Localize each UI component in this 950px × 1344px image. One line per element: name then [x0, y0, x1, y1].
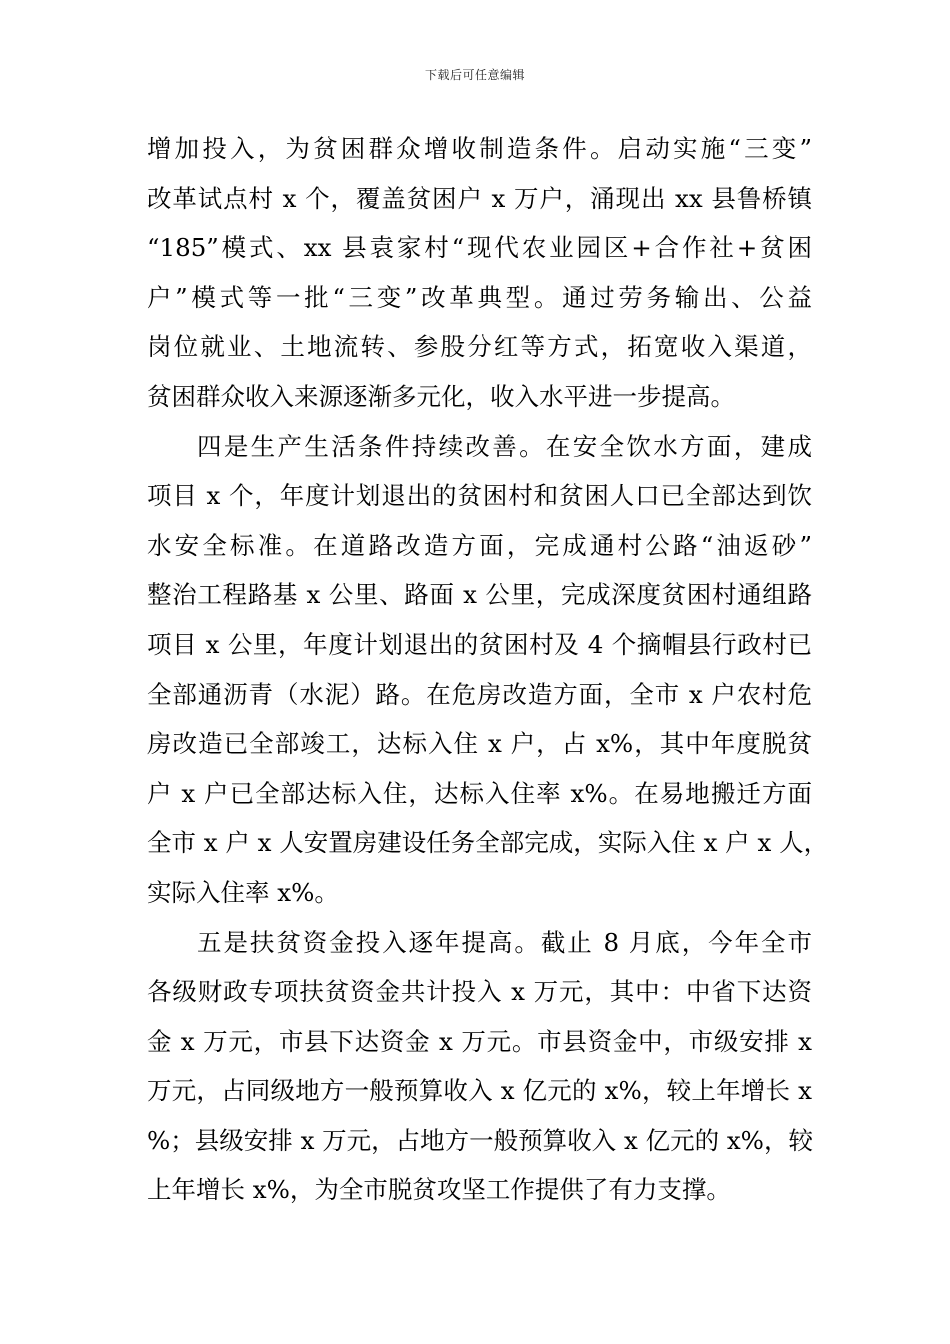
text-line: “185”模式、xx 县袁家村“现代农业园区+合作社+贫困	[147, 233, 812, 263]
text-line: 改革试点村 x 个，覆盖贫困户 x 万户，涌现出 xx 县鲁桥镇	[147, 183, 812, 213]
text-line: 四是生产生活条件持续改善。在安全饮水方面，建成	[197, 431, 812, 461]
document-body	[147, 124, 829, 1215]
text-line: 岗位就业、土地流转、参股分红等方式，拓宽收入渠道，	[147, 332, 812, 362]
text-line: 实际入住率 x%。	[147, 877, 339, 907]
text-line: 万元，占同级地方一般预算收入 x 亿元的 x%，较上年增长 x	[147, 1076, 812, 1106]
text-line: 项目 x 个，年度计划退出的贫困村和贫困人口已全部达到饮	[147, 481, 812, 511]
text-line: 上年增长 x%，为全市脱贫攻坚工作提供了有力支撑。	[147, 1175, 731, 1205]
text-line: %；县级安排 x 万元，占地方一般预算收入 x 亿元的 x%，较	[147, 1125, 813, 1155]
paragraph-1	[147, 124, 812, 422]
text-line: 各级财政专项扶贫资金共计投入 x 万元，其中：中省下达资	[147, 977, 812, 1007]
text-line: 户 x 户已全部达标入住，达标入住率 x%。在易地搬迁方面	[147, 778, 812, 808]
text-line: 金 x 万元，市县下达资金 x 万元。市县资金中，市级安排 x	[147, 1026, 812, 1056]
text-line: 项目 x 公里，年度计划退出的贫困村及 4 个摘帽县行政村已	[147, 629, 812, 659]
text-line: 贫困群众收入来源逐渐多元化，收入水平进一步提高。	[147, 381, 735, 411]
text-line: 水安全标准。在道路改造方面，完成通村公路“油返砂”	[147, 530, 812, 560]
text-line: 增加投入，为贫困群众增收制造条件。启动实施“三变”	[147, 134, 812, 163]
text-line: 房改造已全部竣工，达标入住 x 户，占 x%，其中年度脱贫	[147, 729, 812, 759]
text-line: 五是扶贫资金投入逐年提高。截止 8 月底，今年全市	[197, 927, 812, 957]
paragraph-2	[147, 422, 829, 918]
text-line: 全部通沥青（水泥）路。在危房改造方面，全市 x 户农村危	[147, 679, 812, 709]
page-header: 下载后可任意编辑	[424, 68, 525, 82]
text-line: 户”模式等一批“三变”改革典型。通过劳务输出、公益	[147, 282, 812, 312]
text-line: 整治工程路基 x 公里、路面 x 公里，完成深度贫困村通组路	[147, 580, 812, 610]
text-line: 全市 x 户 x 人安置房建设任务全部完成，实际入住 x 户 x 人，	[147, 828, 829, 858]
paragraph-3	[147, 918, 812, 1216]
